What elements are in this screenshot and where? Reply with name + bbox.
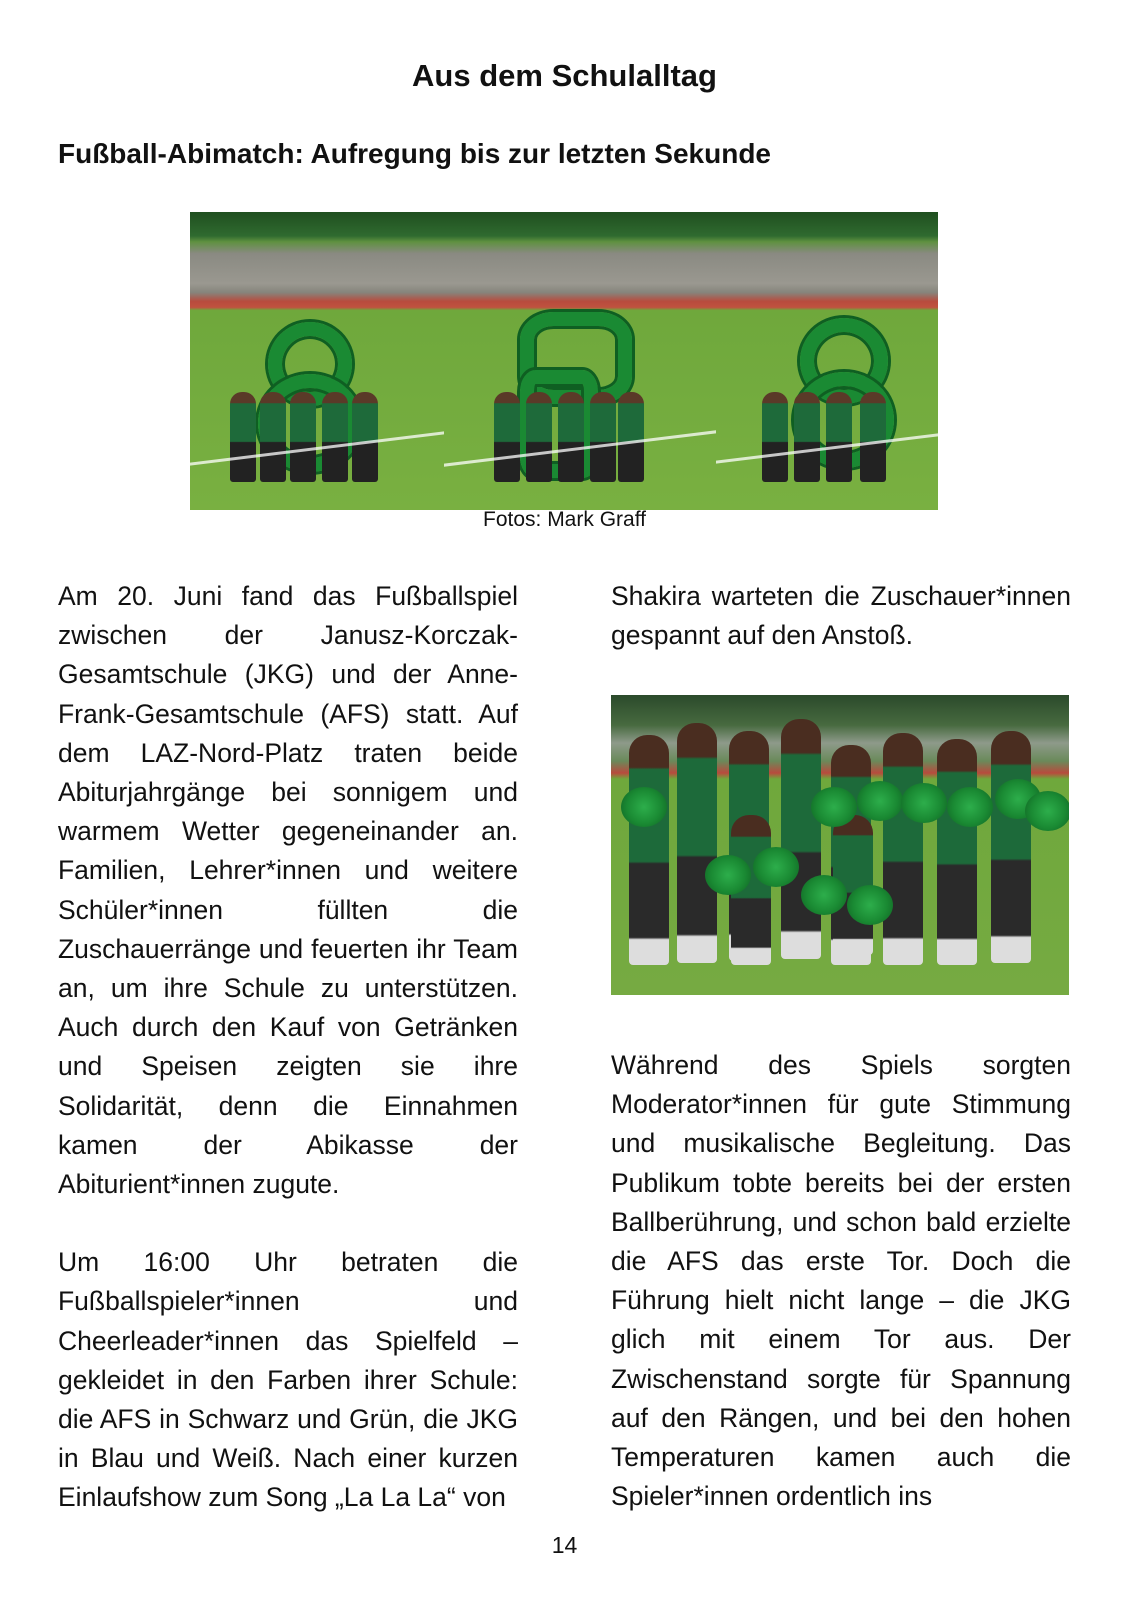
pompom (621, 787, 667, 827)
pompom (901, 783, 947, 823)
cheerleader (781, 719, 821, 959)
cheerleader (991, 731, 1031, 963)
cheerleader (558, 392, 584, 482)
cheerleader (860, 392, 886, 482)
cheer-group (230, 312, 380, 482)
article-column-right-top (611, 577, 1071, 655)
cheerleader (883, 733, 923, 965)
article-headline: Fußball-Abimatch: Aufregung bis zur letzten Sekunde (58, 138, 771, 169)
article-paragraph: Um 16:00 Uhr betraten die Fußballspieler*innen und Cheerleader*innen das Spielfeld – gekleidet in den Farben ihrer Schule: die AFS in Schwarz und Grün, die JKG in Blau und Weiß. Nach einer kurzen Einlaufshow zum Song „La La La“ von (58, 1247, 518, 1513)
cheerleader (260, 392, 286, 482)
cheerleader (352, 392, 378, 482)
cheerleader (762, 392, 788, 482)
section-title: Aus dem Schulalltag (412, 58, 717, 93)
photo-letter-f (444, 212, 716, 510)
article-paragraph: Shakira warteten die Zuschauer*innen gespannt auf den Anstoß. (611, 581, 1071, 651)
cheerleader-photo-strip (190, 212, 938, 510)
cheerleader (794, 392, 820, 482)
cheerleader (937, 739, 977, 965)
cheerleader (677, 723, 717, 963)
photo-caption: Fotos: Mark Graff (483, 508, 646, 531)
cheerleader (290, 392, 316, 482)
page-number: 14 (551, 1532, 578, 1558)
pompom (705, 855, 751, 895)
pompom (947, 787, 993, 827)
cheer-group (756, 312, 906, 482)
pompom (801, 875, 847, 915)
cheer-group (490, 312, 640, 482)
cheerleader (526, 392, 552, 482)
cheerleader (590, 392, 616, 482)
photo-letter-s (716, 212, 938, 510)
article-paragraph: Während des Spiels sorgten Moderator*innen für gute Stimmung und musikalische Begleitung. Das Publikum tobte bereits bei der ersten Ballberührung, und schon bald erzielte die AFS das erste Tor. Doch die Führung hielt nicht lange – die JKG glich mit einem Tor aus. Der Zwischenstand sorgte für Spannung auf den Rängen, und bei den hohen Temperaturen kamen auch die Spieler*innen ordentlich ins (611, 1050, 1071, 1512)
cheerleader (322, 392, 348, 482)
pompom (1025, 791, 1069, 831)
cheerleader-group-photo (611, 695, 1069, 995)
cheerleader (826, 392, 852, 482)
cheerleader (629, 735, 669, 965)
pompom (753, 847, 799, 887)
article-column-right-bottom (611, 1046, 1071, 1516)
pompom (857, 781, 903, 821)
cheerleader (618, 392, 644, 482)
pompom (811, 787, 857, 827)
pompom (847, 885, 893, 925)
photo-letter-a (190, 212, 444, 510)
article-column-left (58, 577, 518, 1518)
cheerleader (494, 392, 520, 482)
cheerleader (230, 392, 256, 482)
article-paragraph: Am 20. Juni fand das Fußballspiel zwischen der Janusz-Korczak-Gesamtschule (JKG) und der Anne-Frank-Gesamtschule (AFS) statt. Auf dem LAZ-Nord-Platz traten beide Abiturjahrgänge bei sonnigem und warmem Wetter gegeneinander an. Familien, Lehrer*innen und weitere Schüler*innen füllten die Zuschauerränge und feuerten ihr Team an, um ihre Schule zu unterstützen. Auch durch den Kauf von Getränken und Speisen zeigten sie ihre Solidarität, denn die Einnahmen kamen der Abikasse der Abiturient*innen zugute. (58, 581, 518, 1200)
